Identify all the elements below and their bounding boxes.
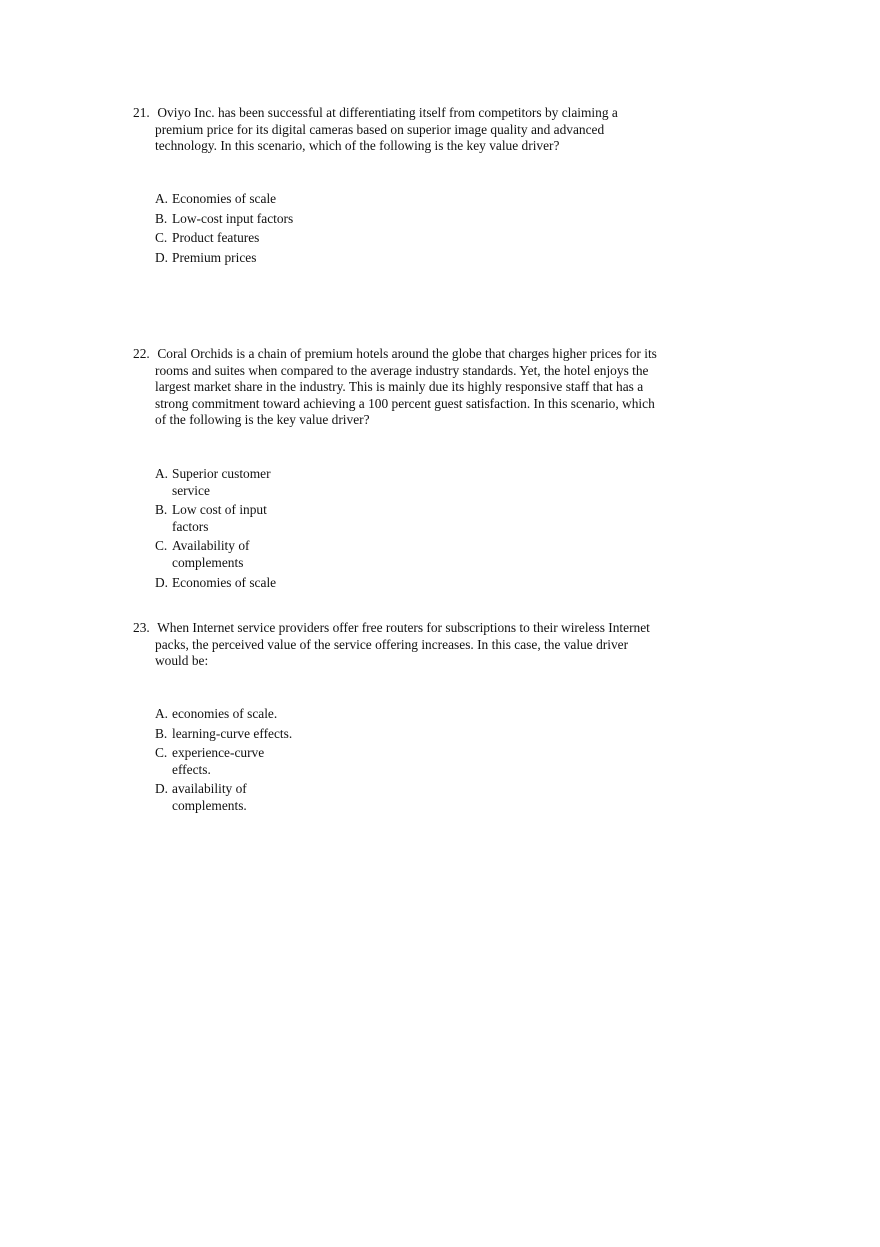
option-letter: A.: [155, 706, 169, 721]
option-text: Superior customer service: [172, 466, 271, 498]
option-text: Product features: [172, 230, 260, 246]
question-22: [129, 346, 659, 590]
option-a: [155, 466, 307, 499]
question-stem: [129, 620, 659, 670]
option-letter: B.: [155, 502, 168, 518]
option-text: experience-curve effects.: [172, 745, 265, 777]
option-text: Economies of scale: [172, 574, 277, 590]
option-text: Economies of scale: [172, 191, 277, 206]
option-letter: D.: [155, 574, 169, 590]
option-text: economies of scale.: [172, 706, 278, 721]
option-letter: C.: [155, 230, 168, 246]
option-d: [155, 575, 302, 592]
option-c: [155, 745, 302, 778]
option-text: Premium prices: [172, 249, 257, 265]
question-number: 23.: [133, 620, 150, 635]
question-text: When Internet service providers offer free routers for subscriptions to their wireless Internet packs, the perceived value of the service offering increases. In this case, the value driver would be:: [155, 620, 650, 669]
question-stem: [129, 346, 659, 429]
option-text: Availability of complements: [172, 538, 250, 570]
option-text: Low cost of input factors: [172, 502, 267, 534]
option-text: learning-curve effects.: [172, 725, 293, 741]
answer-options: [155, 706, 302, 815]
question-number: 21.: [133, 105, 150, 120]
question-21: [129, 105, 659, 265]
option-text: Low-cost input factors: [172, 210, 294, 226]
option-c: [155, 538, 302, 571]
option-b: [155, 211, 302, 228]
option-letter: C.: [155, 745, 168, 761]
question-text: Oviyo Inc. has been successful at differentiating itself from competitors by claiming a premium price for its digital cameras based on superior image quality and advanced technology. In this scenario, which of the following is the key value driver?: [155, 105, 618, 154]
option-b: [155, 502, 302, 535]
option-text: availability of complements.: [172, 781, 247, 813]
option-d: [155, 781, 302, 814]
option-a: [155, 191, 302, 208]
answer-options: [155, 466, 307, 591]
option-letter: A.: [155, 466, 169, 481]
answer-options: [155, 191, 302, 266]
question-text: Coral Orchids is a chain of premium hotels around the globe that charges higher prices for its rooms and suites when compared to the average industry standards. Yet, the hotel enjoys the largest market share in the industry. This is mainly due its highly responsive staff that has a strong commitment toward achieving a 100 percent guest satisfaction. In this scenario, which of the following is the key value driver?: [155, 346, 657, 428]
question-stem: [129, 105, 659, 155]
option-d: [155, 250, 302, 267]
option-c: [155, 230, 302, 247]
option-letter: D.: [155, 249, 169, 265]
option-letter: D.: [155, 781, 169, 797]
option-b: [155, 726, 302, 743]
question-number: 22.: [133, 346, 150, 361]
option-letter: B.: [155, 725, 168, 741]
option-letter: B.: [155, 210, 168, 226]
option-letter: A.: [155, 191, 169, 206]
option-a: [155, 706, 302, 723]
question-23: [129, 620, 659, 813]
option-letter: C.: [155, 538, 168, 554]
